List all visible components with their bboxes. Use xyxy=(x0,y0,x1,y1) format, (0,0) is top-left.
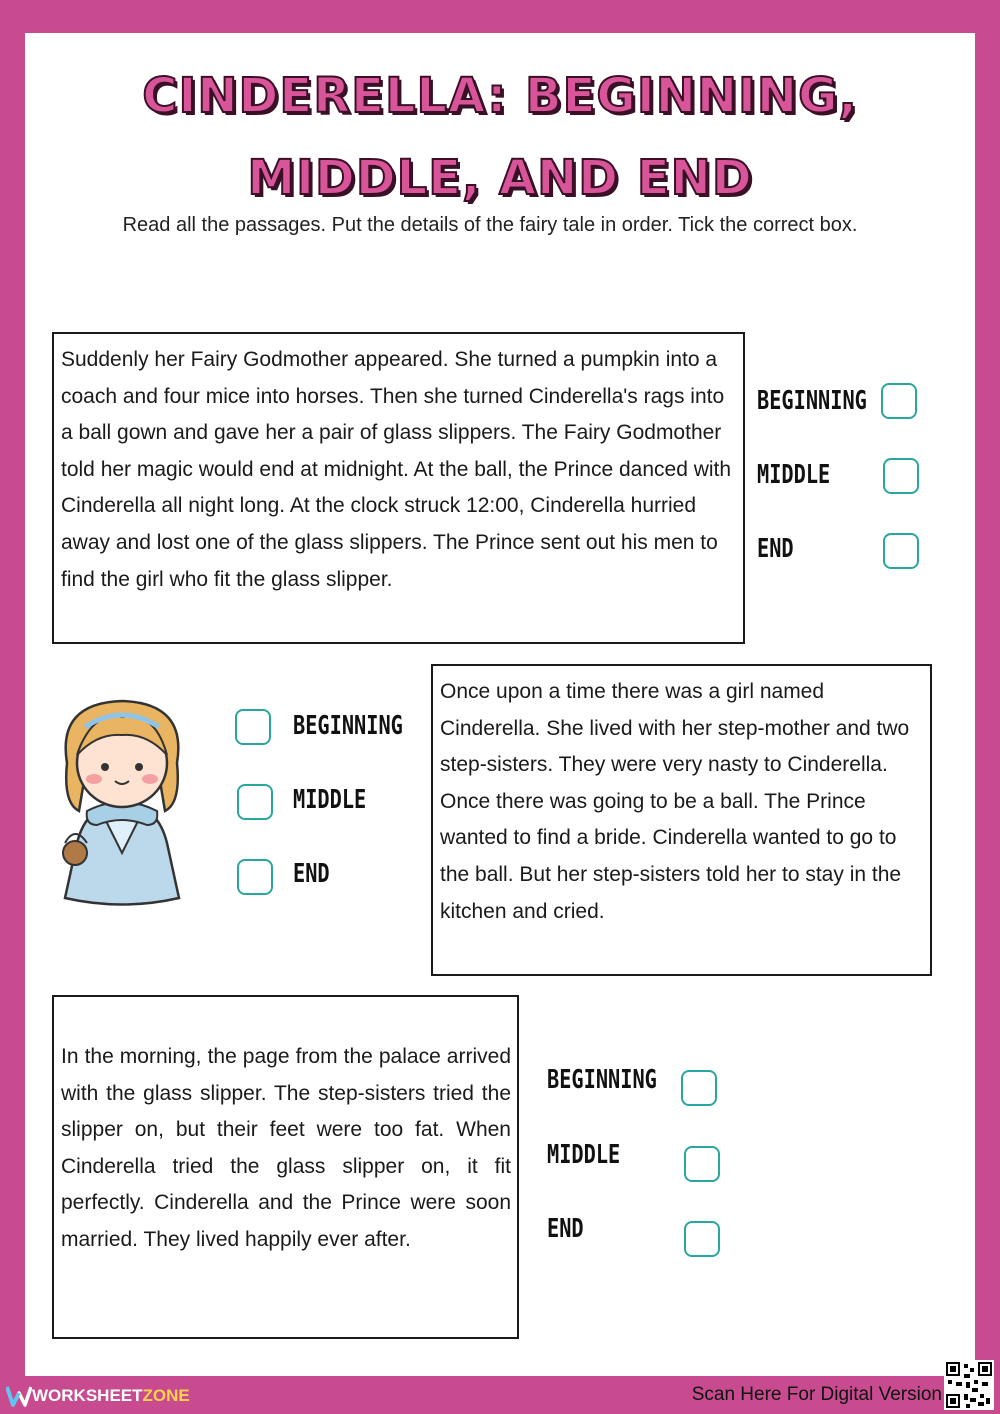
passage-1-option-beginning[interactable] xyxy=(757,386,898,416)
option-label: MIDDLE xyxy=(757,460,831,490)
passage-3-checkbox-middle[interactable] xyxy=(684,1146,720,1182)
option-label: END xyxy=(757,534,794,564)
passage-2-option-end[interactable] xyxy=(293,859,340,889)
passage-3: In the morning, the page from the palace arrived with the glass slipper. The step-sisters tried the slipper on, but their feet were too fat. When Cinderella tried the glass slipper on, it fit perfectly. Cinderella and the Prince were soon married. They lived happily ever after. xyxy=(52,995,519,1339)
worksheet-page xyxy=(25,33,975,1376)
option-label: BEGINNING xyxy=(757,386,867,416)
option-label: BEGINNING xyxy=(293,711,403,741)
worksheetzone-logo[interactable] xyxy=(6,1385,190,1407)
option-label: BEGINNING xyxy=(547,1065,657,1095)
passage-2-option-middle[interactable] xyxy=(293,785,387,815)
passage-1-checkbox-beginning[interactable] xyxy=(881,383,917,419)
passage-3-option-beginning[interactable] xyxy=(547,1065,688,1095)
passage-3-checkbox-beginning[interactable] xyxy=(681,1070,717,1106)
instructions: Read all the passages. Put the details of the fairy tale in order. Tick the correct box. xyxy=(122,214,858,236)
logo-text-zone: ZONE xyxy=(142,1386,190,1405)
passage-3-checkbox-end[interactable] xyxy=(684,1221,720,1257)
passage-3-option-end[interactable] xyxy=(547,1214,594,1244)
passage-2-checkbox-beginning[interactable] xyxy=(235,709,271,745)
passage-1: Suddenly her Fairy Godmother appeared. She turned a pumpkin into a coach and four mice into horses. Then she turned Cinderella's rags into a ball gown and gave her a pair of glass slippers. The Fairy Godmother told her magic would end at midnight. At the ball, the Prince danced with Cinderella all night long. At the clock struck 12:00, Cinderella hurried away and lost one of the glass slippers. The Prince sent out his men to find the girl who fit the glass slipper. xyxy=(52,332,745,644)
passage-1-option-end[interactable] xyxy=(757,534,804,564)
passage-2: Once upon a time there was a girl named Cinderella. She lived with her step-mother and two step-sisters. They were very nasty to Cinderella. Once there was going to be a ball. The Prince wanted to find a bride. Cinderella wanted to go to the ball. But her step-sisters told her to stay in the kitchen and cried. xyxy=(431,664,932,976)
option-label: MIDDLE xyxy=(547,1140,621,1170)
passage-1-checkbox-middle[interactable] xyxy=(883,458,919,494)
scan-for-digital-version: Scan Here For Digital Version xyxy=(691,1384,942,1405)
passage-1-checkbox-end[interactable] xyxy=(883,533,919,569)
option-label: END xyxy=(547,1214,584,1244)
passage-2-checkbox-middle[interactable] xyxy=(237,784,273,820)
logo-text-worksheet: WORKSHEET xyxy=(32,1386,143,1405)
option-label: MIDDLE xyxy=(293,785,367,815)
option-label: END xyxy=(293,859,330,889)
passage-2-checkbox-end[interactable] xyxy=(237,859,273,895)
passage-3-option-middle[interactable] xyxy=(547,1140,641,1170)
passage-1-option-middle[interactable] xyxy=(757,460,851,490)
worksheet-title: CINDERELLA: BEGINNING, MIDDLE, AND END xyxy=(142,68,858,206)
qr-code-icon[interactable] xyxy=(944,1360,994,1410)
passage-2-option-beginning[interactable] xyxy=(293,711,434,741)
worksheetzone-logo-icon xyxy=(6,1385,32,1407)
cinderella-illustration xyxy=(47,693,197,913)
